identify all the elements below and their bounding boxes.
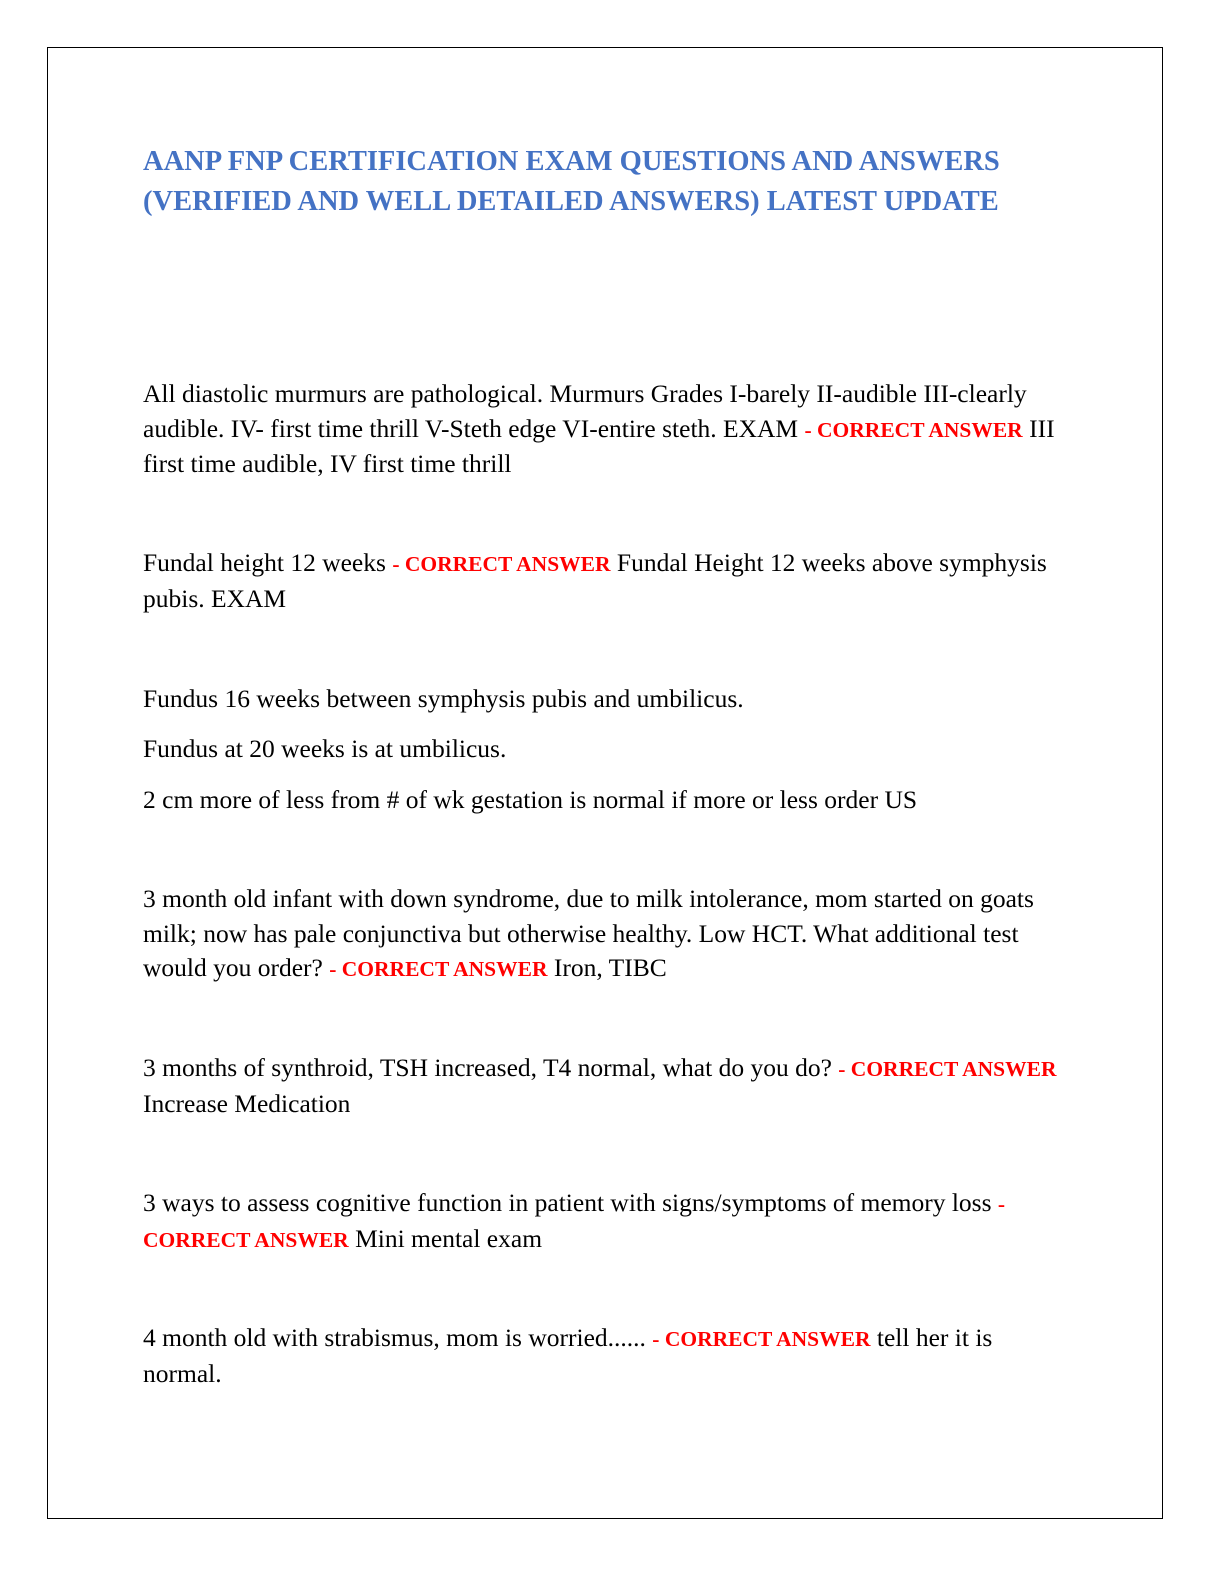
qa-item-cognitive-function (143, 1186, 1073, 1257)
answer-text: III first time audible, IV first time thrill (143, 413, 1055, 478)
correct-answer-marker: - CORRECT ANSWER (804, 417, 1023, 442)
answer-text: Increase Medication (143, 1088, 351, 1118)
question-text: 4 month old with strabismus, mom is worried...... (143, 1323, 646, 1352)
question-text: 3 months of synthroid, TSH increased, T4 normal, what do you do? (143, 1053, 832, 1082)
question-text: Fundal height 12 weeks (143, 548, 386, 577)
qa-item-strabismus (143, 1321, 1073, 1391)
answer-text: tell her it is normal. (143, 1323, 993, 1388)
correct-answer-marker: - CORRECT ANSWER (392, 552, 611, 576)
note-line-gestation-cm: 2 cm more of less from # of wk gestation is normal if more or less order US (143, 785, 918, 814)
qa-item-murmur-grades (143, 377, 1073, 482)
question-text: 3 ways to assess cognitive function in patient with signs/symptoms of memory loss (143, 1188, 992, 1217)
correct-answer-marker: - CORRECT ANSWER (838, 1057, 1057, 1081)
correct-answer-marker: - CORRECT ANSWER (329, 957, 548, 981)
answer-text: Iron, TIBC (553, 953, 667, 982)
answer-text: Fundal Height 12 weeks above symphysis pubis. EXAM (143, 548, 1047, 613)
document-title: AANP FNP CERTIFICATION EXAM QUESTIONS AND ANSWERS (VERIFIED AND WELL DETAILED ANSWERS) LATEST UPDATE (143, 146, 1000, 217)
question-text: All diastolic murmurs are pathological. Murmurs Grades I-barely II-audible III-clearly audible. IV- first time thrill V-Steth edge VI-entire steth. EXAM (143, 379, 1027, 443)
correct-answer-marker: - CORRECT ANSWER (143, 1192, 1006, 1252)
qa-item-fundal-height (143, 546, 1073, 616)
qa-item-synthroid (143, 1051, 1073, 1121)
correct-answer-marker: - CORRECT ANSWER (652, 1327, 871, 1351)
qa-item-down-syndrome-infant (143, 882, 1073, 987)
answer-text: Mini mental exam (355, 1223, 543, 1253)
note-line-fundus-16-weeks: Fundus 16 weeks between symphysis pubis and umbilicus. (143, 684, 744, 713)
question-text: 3 month old infant with down syndrome, due to milk intolerance, mom started on goats milk; now has pale conjunctiva but otherwise healthy. Low HCT. What additional test would you order? (143, 884, 1034, 982)
note-line-fundus-20-weeks: Fundus at 20 weeks is at umbilicus. (143, 734, 507, 763)
